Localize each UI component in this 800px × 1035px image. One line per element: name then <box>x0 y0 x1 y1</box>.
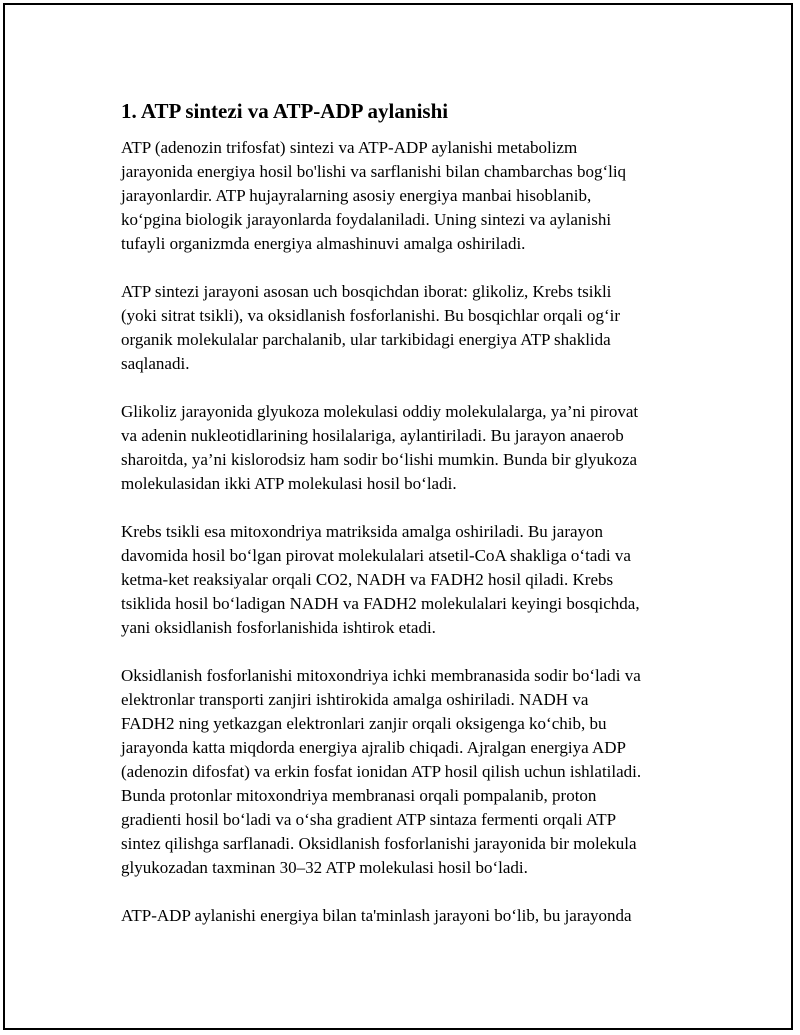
text-line: Bunda protonlar mitoxondriya membranasi orqali pompalanib, proton <box>121 786 597 805</box>
text-line: (yoki sitrat tsikli), va oksidlanish fosforlanishi. Bu bosqichlar orqali og‘ir <box>121 306 621 325</box>
text-line: sharoitda, ya’ni kislorodsiz ham sodir bo‘lishi mumkin. Bunda bir glyukoza <box>121 450 638 469</box>
paragraph-list <box>121 136 701 928</box>
paragraph <box>121 136 701 256</box>
text-line: elektronlar transporti zanjiri ishtirokida amalga oshiriladi. NADH va <box>121 690 589 709</box>
section-heading: 1. ATP sintezi va ATP-ADP aylanishi <box>121 99 449 123</box>
text-line: ko‘pgina biologik jarayonlarda foydalaniladi. Uning sintezi va aylanishi <box>121 210 612 229</box>
paragraph <box>121 664 701 880</box>
text-line: gradienti hosil bo‘ladi va o‘sha gradient ATP sintaza fermenti orqali ATP <box>121 810 617 829</box>
text-line: tsiklida hosil bo‘ladigan NADH va FADH2 molekulalari keyingi bosqichda, <box>121 594 640 613</box>
text-line: ATP-ADP aylanishi energiya bilan ta'minlash jarayoni bo‘lib, bu jarayonda <box>121 906 632 925</box>
paragraph <box>121 400 701 496</box>
text-line: sintez qilishga sarflanadi. Oksidlanish fosforlanishi jarayonida bir molekula <box>121 834 637 853</box>
text-line: (adenozin difosfat) va erkin fosfat ionidan ATP hosil qilish uchun ishlatiladi. <box>121 762 642 781</box>
text-line: jarayonda katta miqdorda energiya ajralib chiqadi. Ajralgan energiya ADP <box>121 738 626 757</box>
text-line: tufayli organizmda energiya almashinuvi amalga oshiriladi. <box>121 234 526 253</box>
text-line: FADH2 ning yetkazgan elektronlari zanjir orqali oksigenga ko‘chib, bu <box>121 714 607 733</box>
paragraph <box>121 904 701 928</box>
paragraph <box>121 280 701 376</box>
document-content <box>121 97 701 952</box>
text-line: molekulasidan ikki ATP molekulasi hosil bo‘ladi. <box>121 474 457 493</box>
text-line: Oksidlanish fosforlanishi mitoxondriya ichki membranasida sodir bo‘ladi va <box>121 666 641 685</box>
text-line: Glikoliz jarayonida glyukoza molekulasi oddiy molekulalarga, ya’ni pirovat <box>121 402 639 421</box>
text-line: glyukozadan taxminan 30–32 ATP molekulasi hosil bo‘ladi. <box>121 858 528 877</box>
text-line: va adenin nukleotidlarining hosilalariga, aylantiriladi. Bu jarayon anaerob <box>121 426 624 445</box>
text-line: yani oksidlanish fosforlanishida ishtirok etadi. <box>121 618 436 637</box>
text-line: ketma-ket reaksiyalar orqali CO2, NADH va FADH2 hosil qiladi. Krebs <box>121 570 614 589</box>
document-page <box>3 3 793 1030</box>
text-line: davomida hosil bo‘lgan pirovat molekulalari atsetil-CoA shakliga o‘tadi va <box>121 546 631 565</box>
text-line: saqlanadi. <box>121 354 190 373</box>
text-line: ATP (adenozin trifosfat) sintezi va ATP-ADP aylanishi metabolizm <box>121 138 578 157</box>
paragraph <box>121 520 701 640</box>
text-line: Krebs tsikli esa mitoxondriya matriksida amalga oshiriladi. Bu jarayon <box>121 522 604 541</box>
text-line: organik molekulalar parchalanib, ular tarkibidagi energiya ATP shaklida <box>121 330 611 349</box>
text-line: jarayonlardir. ATP hujayralarning asosiy energiya manbai hisoblanib, <box>121 186 592 205</box>
text-line: jarayonida energiya hosil bo'lishi va sarflanishi bilan chambarchas bog‘liq <box>121 162 627 181</box>
text-line: ATP sintezi jarayoni asosan uch bosqichdan iborat: glikoliz, Krebs tsikli <box>121 282 612 301</box>
